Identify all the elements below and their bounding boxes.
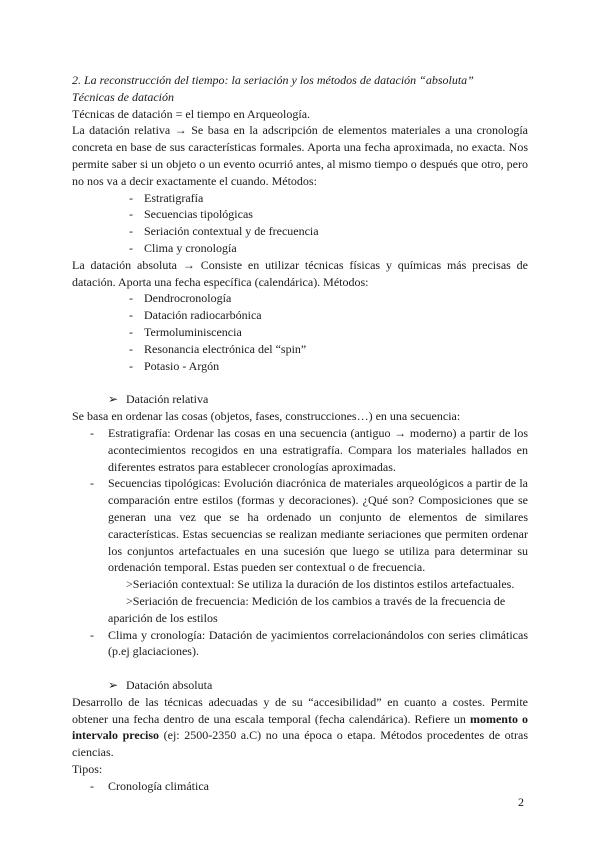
list-item: - Potasio - Argón bbox=[72, 358, 528, 375]
absolute-methods-list bbox=[72, 290, 528, 374]
list-item: - Cronología climática bbox=[72, 778, 528, 795]
tipos-label: Tipos: bbox=[72, 762, 103, 777]
document-page bbox=[72, 72, 528, 795]
list-item: - Seriación contextual y de frecuencia bbox=[72, 223, 528, 240]
list-item-clima: - Clima y cronología: Datación de yacimientos correlacionándolos con series climáticas (p.ej glaciaciones). bbox=[72, 627, 528, 661]
list-item: - Dendrocronología bbox=[72, 290, 528, 307]
absolute-heading bbox=[72, 677, 528, 694]
list-item: - Estratigrafía bbox=[72, 190, 528, 207]
absolute-text-1: Desarrollo de las técnicas adecuadas y de su “accesibilidad” en cuanto a costes. Permite obtener una fecha dentro de una escala temporal (fecha calendárica). Refiere un bbox=[72, 694, 528, 726]
relative-heading-label: Datación relativa bbox=[126, 392, 209, 407]
list-item: - Termoluminiscencia bbox=[72, 324, 528, 341]
relative-paragraph: La datación relativa → Se basa en la adscripción de elementos materiales a una cronología concreta en base de sus características formales. Aporta una fecha aproximada, no exacta. Nos permite saber si un objeto o un evento ocurrió antes, al mismo tiempo o después que otro, pero no nos va a decir exactamente el cuando. Métodos: bbox=[72, 123, 528, 188]
tipos-list bbox=[72, 778, 528, 795]
absolute-text-2: (ej: 2500-2350 a.C) no una época o etapa. Métodos procedentes de otras ciencias. bbox=[72, 728, 528, 760]
list-item: - Secuencias tipológicas bbox=[72, 206, 528, 223]
seriacion-frecuencia-cont bbox=[72, 610, 528, 627]
absolute-heading-label: Datación absoluta bbox=[126, 678, 213, 693]
relative-heading bbox=[72, 391, 528, 408]
seriacion-frecuencia bbox=[72, 593, 528, 610]
page-number: 2 bbox=[518, 795, 524, 809]
list-item: - Resonancia electrónica del “spin” bbox=[72, 341, 528, 358]
secuencias-text: - Secuencias tipológicas: Evolución diacrónica de materiales arqueológicos a partir de la comparación entre estilos (formas y decoraciones). ¿Qué son? Composiciones que se generan una vez que se ha ordenado un conjunto de elementos de similares características. Estas secuencias se realizan mediante seriaciones que permiten ordenar los conjuntos artefactuales en una sucesión que luego se utiliza para determinar su ordenación temporal. Estas pueden ser contextual o de frecuencia. bbox=[108, 476, 528, 575]
arrowhead-bullet-icon: ➢ bbox=[108, 392, 119, 407]
section-title: 2. La reconstrucción del tiempo: la seriación y los métodos de datación “absoluta” bbox=[72, 73, 474, 87]
absolute-paragraph: La datación absoluta → Consiste en utilizar técnicas físicas y químicas más precisas de datación. Aporta una fecha específica (calendárica). Métodos: bbox=[72, 257, 528, 289]
absolute-bold-term: momento o intervalo preciso bbox=[72, 711, 528, 743]
list-item: - Clima y cronología bbox=[72, 240, 528, 257]
relative-items-list bbox=[72, 425, 528, 576]
seriacion-frecuencia-text-cont: aparición de los estilos bbox=[108, 610, 218, 625]
list-item-secuencias bbox=[72, 475, 528, 576]
section-subtitle: Técnicas de datación bbox=[72, 89, 174, 104]
relative-items-list-2 bbox=[72, 627, 528, 661]
intro-line: Técnicas de datación = el tiempo en Arqueología. bbox=[72, 106, 311, 121]
relative-lead: Se basa en ordenar las cosas (objetos, fases, construcciones…) en una secuencia: bbox=[72, 409, 461, 424]
seriacion-contextual-text: >Seriación contextual: Se utiliza la duración de los distintos estilos artefactuales. bbox=[126, 577, 515, 592]
seriacion-frecuencia-text: >Seriación de frecuencia: Medición de los cambios a través de la frecuencia de bbox=[126, 593, 506, 608]
list-item: - Datación radiocarbónica bbox=[72, 307, 528, 324]
absolute-description bbox=[72, 694, 528, 761]
seriacion-contextual bbox=[72, 576, 528, 593]
list-item-estratigrafia: - Estratigrafía: Ordenar las cosas en una secuencia (antiguo → moderno) a partir de los acontecimientos recogidos en una estratigrafía. Compara los materiales hallados en diferentes estratos para establecer cronologías aproximadas. bbox=[72, 425, 528, 475]
arrowhead-bullet-icon: ➢ bbox=[108, 678, 119, 693]
relative-methods-list bbox=[72, 190, 528, 257]
